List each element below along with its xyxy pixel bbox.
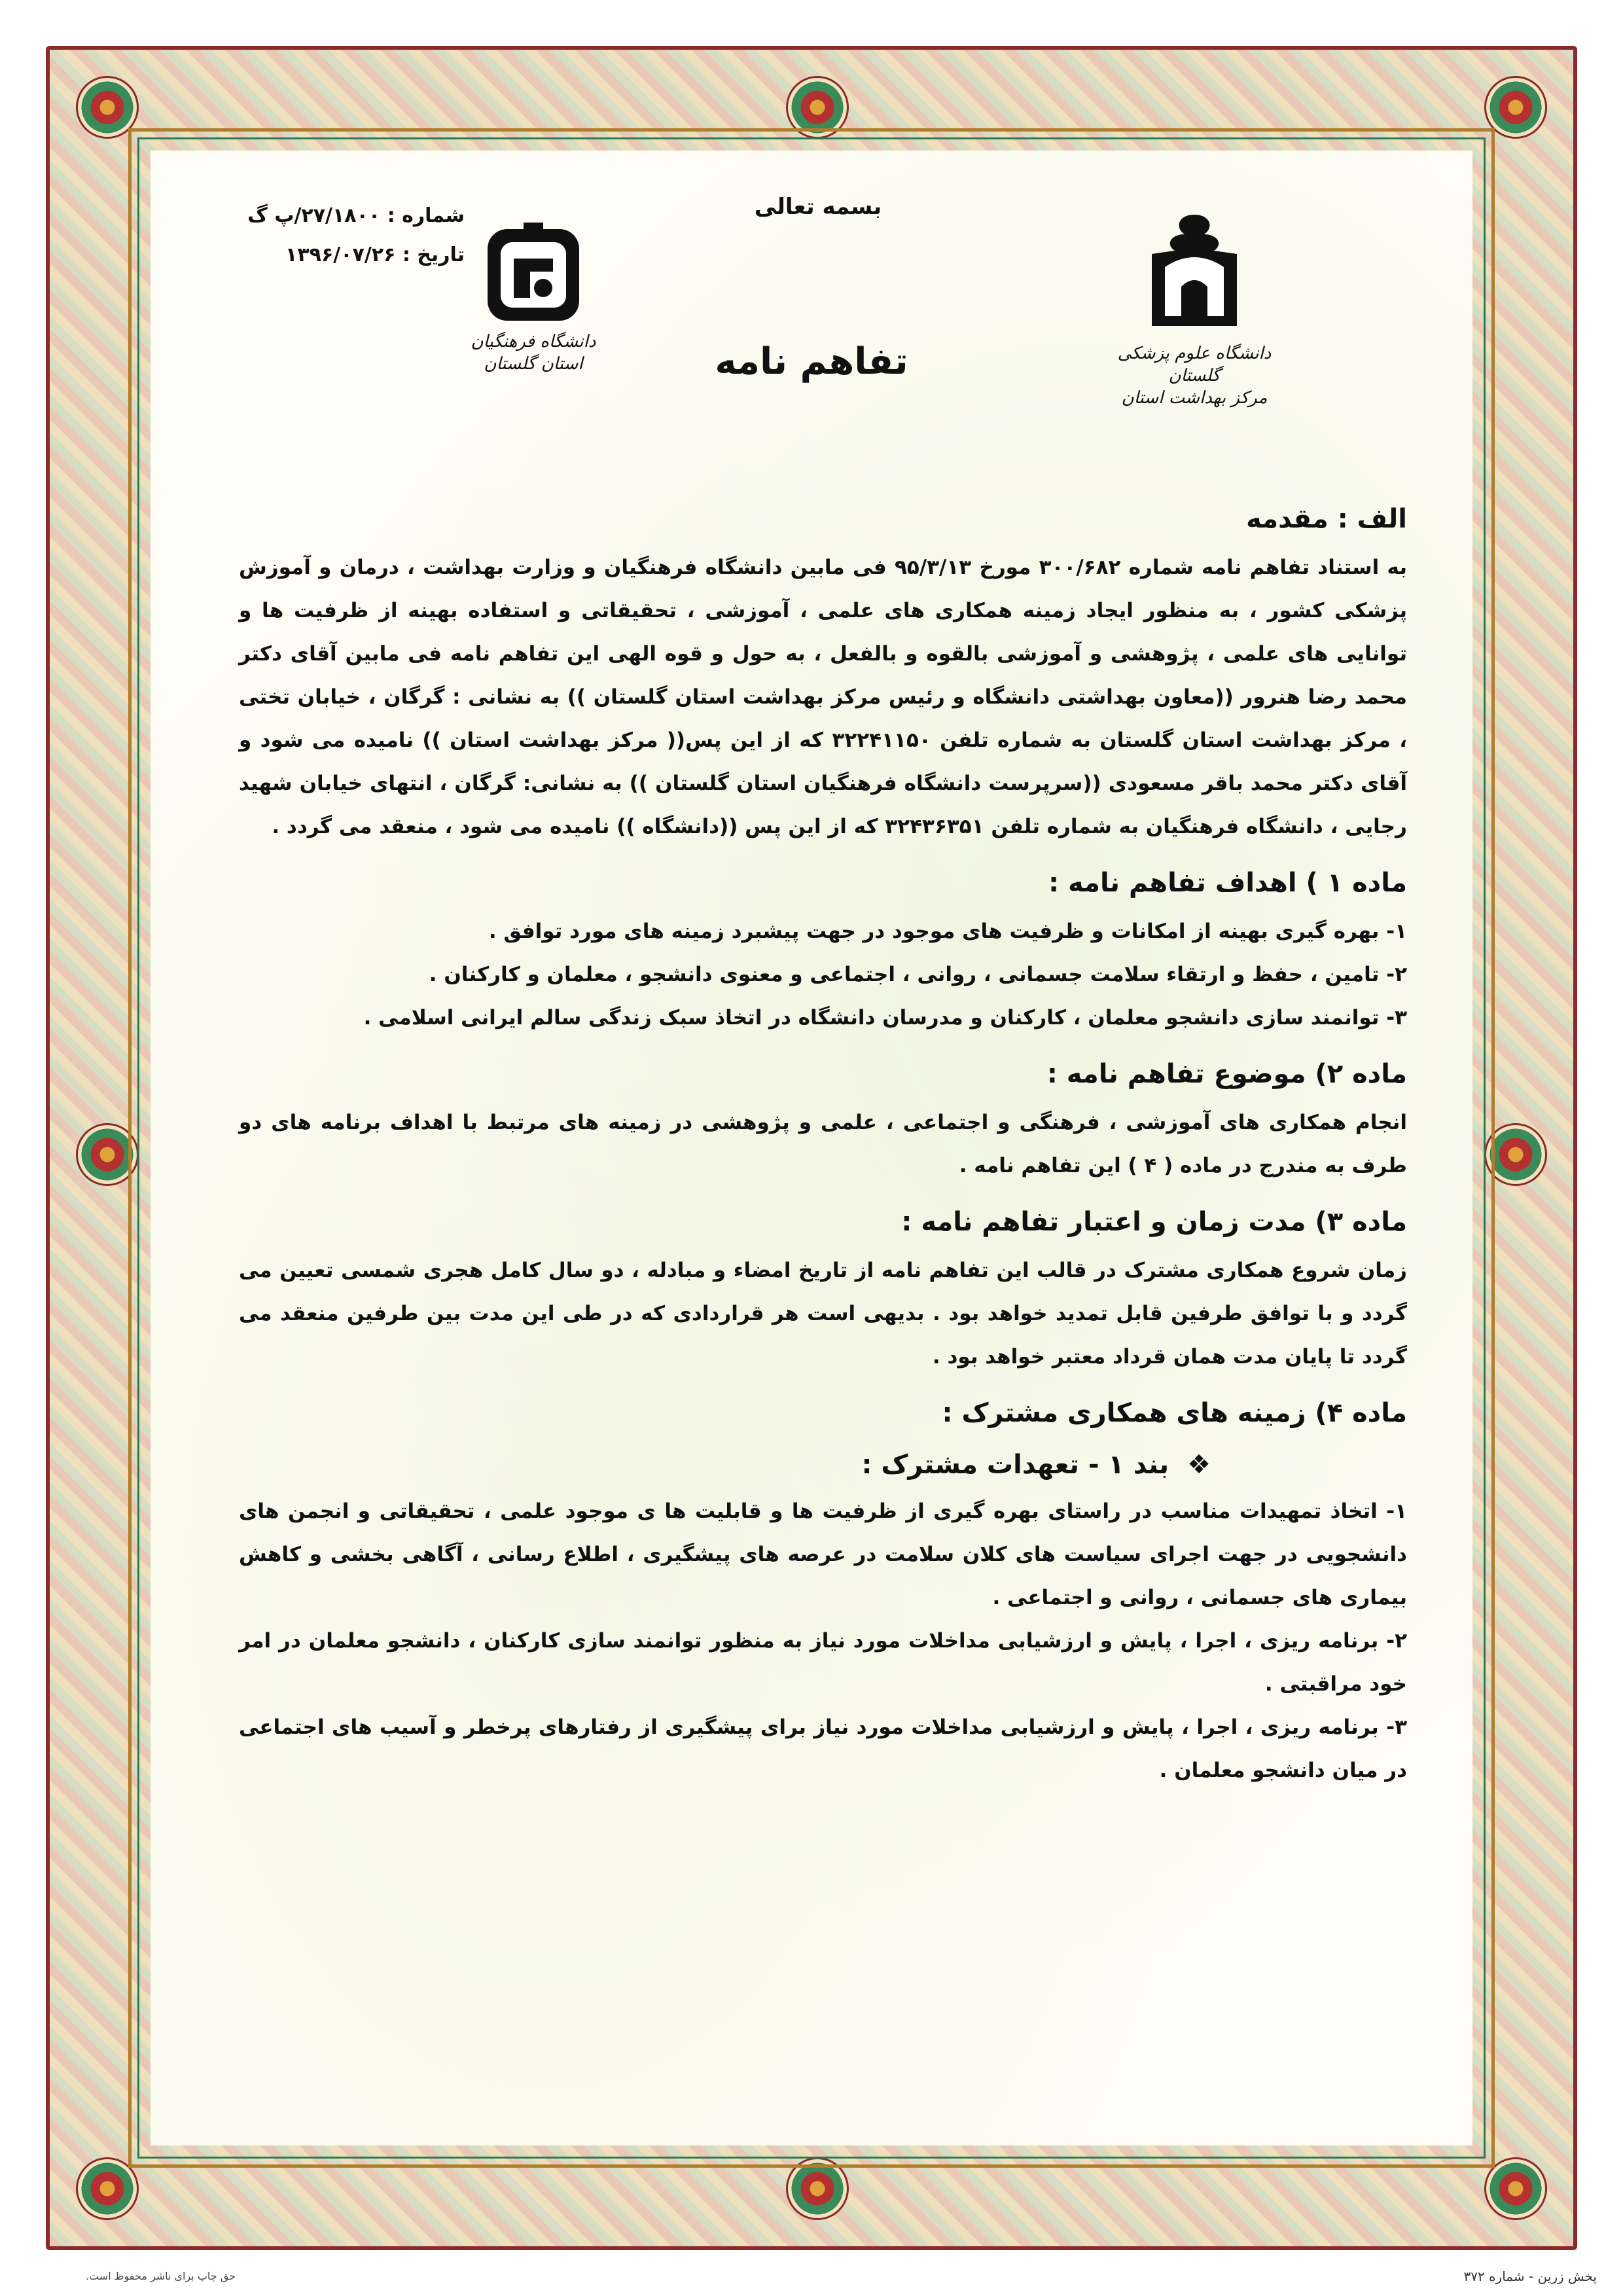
health-center-name: مرکز بهداشت استان: [1121, 388, 1268, 408]
medical-university-name: دانشگاه علوم پزشکی گلستان: [1117, 344, 1272, 386]
clause-1-heading-row: [239, 1440, 1407, 1490]
article-1-item: ۲- تامین ، حفظ و ارتقاء سلامت جسمانی ، روانی ، اجتماعی و معنوی دانشجو ، معلمان و کارکنان .: [429, 963, 1407, 986]
medical-university-logo: [1113, 208, 1276, 424]
article-2-paragraph: انجام همکاری های آموزشی ، فرهنگی و اجتماعی ، علمی و پژوهشی در زمینه های مرتبط با اهداف برنامه های دو طرف به مندرج در ماده ( ۴ ) این تفاهم نامه .: [239, 1111, 1407, 1177]
farhangian-emblem-icon: [478, 219, 589, 331]
province-name: استان گلستان: [484, 354, 583, 374]
article-3-heading: ماده ۳) مدت زمان و اعتبار تفاهم نامه :: [901, 1207, 1407, 1237]
clause-1-heading: بند ۱ - تعهدات مشترک :: [861, 1450, 1169, 1480]
farhangian-university-name: دانشگاه فرهنگیان: [471, 332, 596, 351]
letter-meta: [216, 196, 465, 275]
bismillah-heading: بسمه تعالی: [754, 194, 882, 220]
document-body: [239, 484, 1407, 1792]
article-1-heading: ماده ۱ ) اهداف تفاهم نامه :: [1048, 868, 1407, 898]
clause-1-item: ۲- برنامه ریزی ، اجرا ، پایش و ارزشیابی مداخلات مورد نیاز به منظور توانمند سازی کارکنان ، دانشجو معلمان در امر خود مراقبتی .: [239, 1629, 1407, 1696]
medical-university-emblem-icon: [1113, 208, 1276, 339]
intro-heading: الف : مقدمه: [1246, 504, 1407, 534]
letter-date: تاریخ : ۱۳۹۶/۰۷/۲۶: [285, 243, 465, 266]
letter-number: شماره : ۲۷/۱۸۰۰/پ گ: [247, 204, 465, 227]
article-1-item: ۳- توانمند سازی دانشجو معلمان ، کارکنان و مدرسان دانشگاه در اتخاذ سبک زندگی سالم ایرانی اسلامی .: [363, 1006, 1407, 1030]
article-1-item: ۱- بهره گیری بهینه از امکانات و ظرفیت های موجود در جهت پیشبرد زمینه های مورد توافق .: [488, 920, 1407, 943]
farhangian-university-logo: [471, 219, 596, 396]
article-3-paragraph: زمان شروع همکاری مشترک در قالب این تفاهم نامه از تاریخ امضاء و مبادله ، دو سال کامل هجری شمسی تعیین می گردد و با توافق طرفین قابل تمدید خواهد بود . بدیهی است هر قراردادی که در طی این مدت بین طرفین منعقد می گردد تا پایان مدت همان قرداد معتبر خواهد بود .: [239, 1259, 1407, 1369]
intro-paragraph: به استناد تفاهم نامه شماره ۳۰۰/۶۸۲ مورخ ۹۵/۳/۱۳ فی مابین دانشگاه فرهنگیان و وزارت بهداشت ، درمان و آموزش پزشکی کشور ، به منظور ایجاد زمینه همکاری های علمی ، آموزشی ، تحقیقاتی و استفاده بهینه از ظرفیت ها و توانایی های علمی ، پژوهشی و آموزشی بالقوه و بالفعل ، به حول و قوه الهی این تفاهم نامه فی مابین آقای دکتر محمد رضا هنرور ((معاون بهداشتی دانشگاه و رئیس مرکز بهداشت استان گلستان )) به نشانی : گرگان ، خیابان تختی ، مرکز بهداشت استان گلستان به شماره تلفن ۳۲۲۴۱۱۵۰ که از این پس(( مرکز بهداشت استان )) نامیده می شود و آقای دکتر محمد باقر مسعودی ((سرپرست دانشگاه فرهنگیان استان گلستان )) به نشانی: گرگان ، انتهای خیابان شهید رجایی ، دانشگاه فرهنگیان به شماره تلفن ۳۲۴۳۶۳۵۱ که از این پس ((دانشگاه )) نامیده می شود ، منعقد می گردد .: [239, 556, 1407, 838]
copyright-footer: حق چاپ برای ناشر محفوظ است.: [85, 2270, 236, 2282]
document-title: تفاهم نامه: [715, 340, 908, 383]
clause-1-item: ۱- اتخاذ تمهیدات مناسب در راستای بهره گیری از ظرفیت ها و قابلیت ها ی موجود علمی ، تحقیقاتی و انجمن های دانشجویی در جهت اجرای سیاست های کلان سلامت در عرصه های پیشگیری ، اطلاع رسانی ، آگاهی بخشی و کاهش بیماری های جسمانی ، روانی و اجتماعی .: [239, 1499, 1407, 1609]
clause-1-item: ۳- برنامه ریزی ، اجرا ، پایش و ارزشیابی مداخلات مورد نیاز برای پیشگیری از رفتارهای پرخطر و آسیب های اجتماعی در میان دانشجو معلمان .: [239, 1715, 1407, 1782]
article-4-heading: ماده ۴) زمینه های همکاری مشترک :: [942, 1398, 1407, 1428]
article-2-heading: ماده ۲) موضوع تفاهم نامه :: [1046, 1059, 1407, 1089]
diamond-bullet-icon: ❖: [1187, 1450, 1211, 1480]
publisher-footer: پخش زرین - شماره ۳۷۲: [1463, 2269, 1597, 2284]
